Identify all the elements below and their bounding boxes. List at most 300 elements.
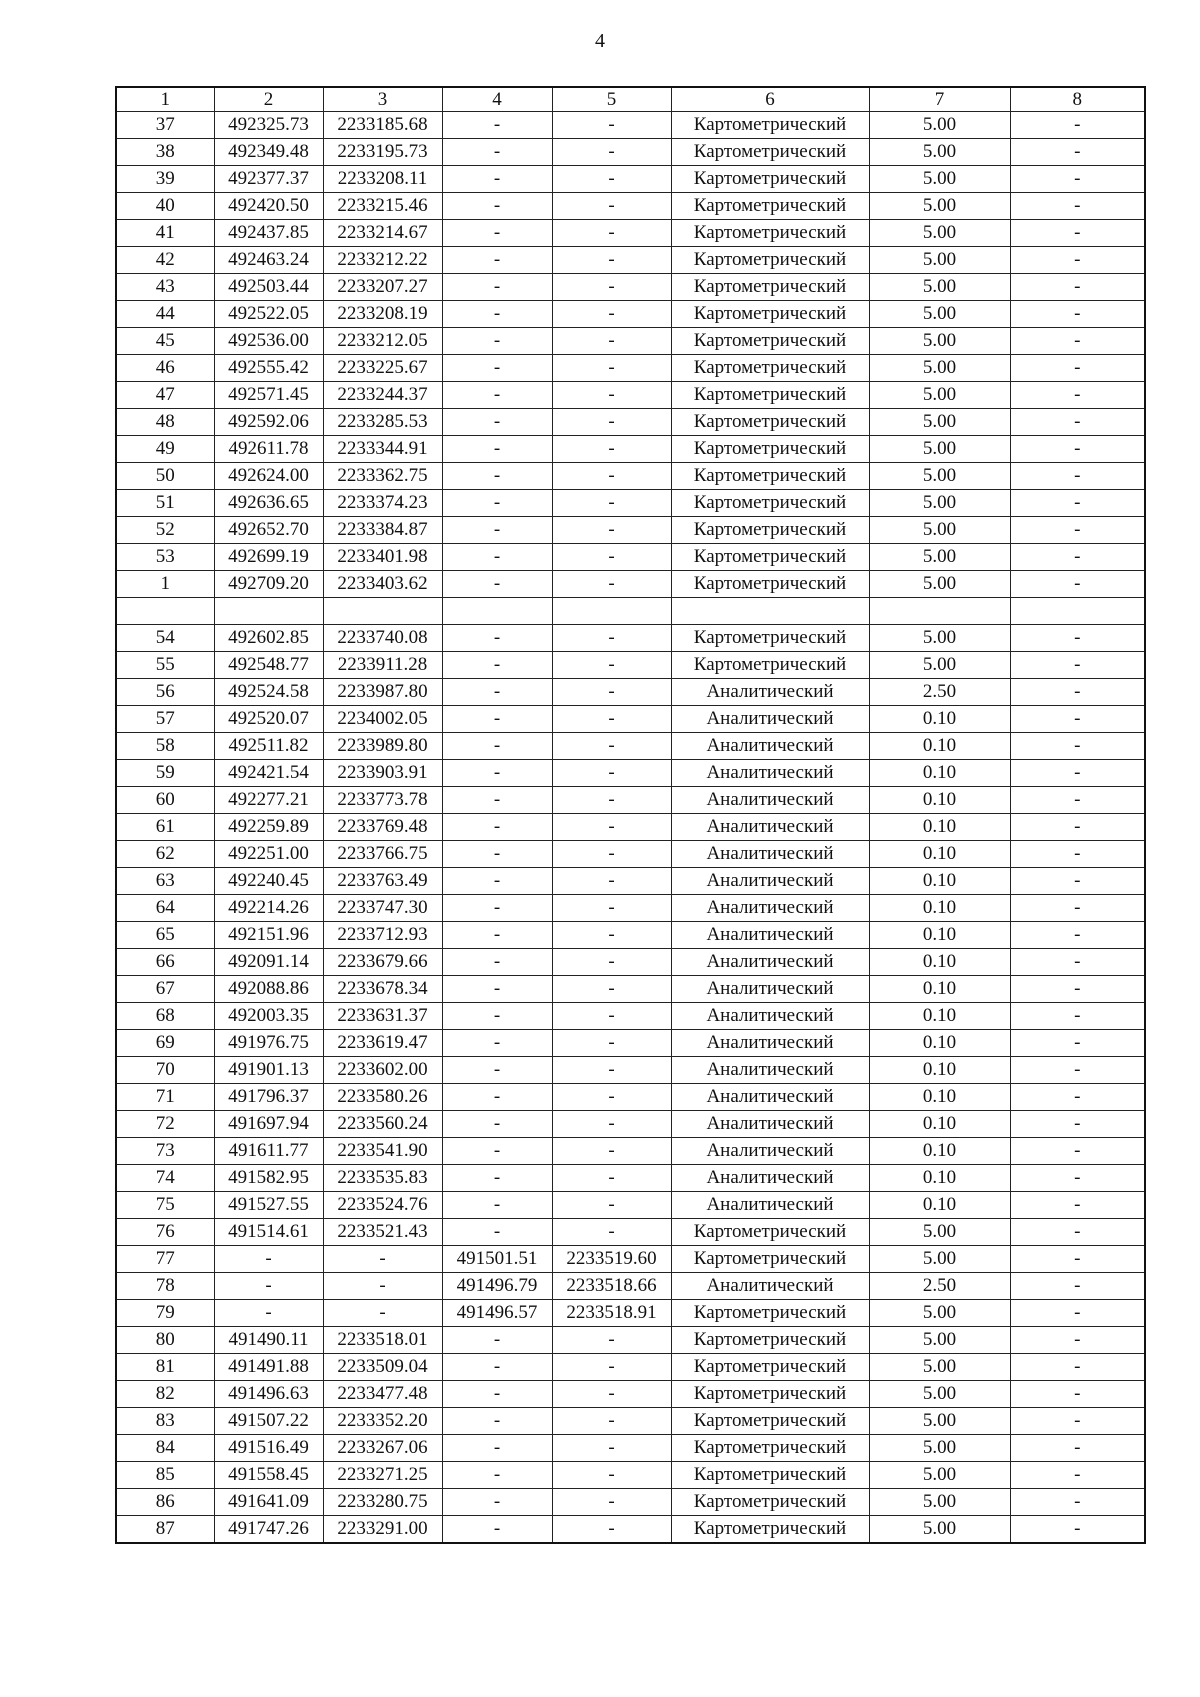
method-cell: Аналитический: [671, 1003, 869, 1030]
x-coord-alt-cell: -: [442, 517, 552, 544]
table-row: [116, 1003, 1145, 1030]
y-coord-alt-cell: 2233519.60: [552, 1246, 671, 1273]
description-cell: -: [1010, 1327, 1145, 1354]
x-coord-alt-cell: -: [442, 841, 552, 868]
y-coord-cell: 2233631.37: [323, 1003, 442, 1030]
description-cell: -: [1010, 193, 1145, 220]
y-coord-cell: 2234002.05: [323, 706, 442, 733]
y-coord-alt-cell: -: [552, 112, 671, 139]
x-coord-cell: 492251.00: [214, 841, 323, 868]
x-coord-alt-cell: -: [442, 787, 552, 814]
x-coord-alt-cell: -: [442, 625, 552, 652]
x-coord-cell: 492463.24: [214, 247, 323, 274]
table-row: [116, 976, 1145, 1003]
description-cell: -: [1010, 571, 1145, 598]
table-row: [116, 1057, 1145, 1084]
description-cell: -: [1010, 1354, 1145, 1381]
x-coord-cell: 492520.07: [214, 706, 323, 733]
y-coord-cell: 2233185.68: [323, 112, 442, 139]
y-coord-alt-cell: -: [552, 274, 671, 301]
x-coord-alt-cell: -: [442, 1030, 552, 1057]
description-cell: -: [1010, 733, 1145, 760]
table-row: [116, 409, 1145, 436]
y-coord-cell: 2233580.26: [323, 1084, 442, 1111]
description-cell: -: [1010, 1246, 1145, 1273]
method-cell: Картометрический: [671, 544, 869, 571]
description-cell: -: [1010, 1381, 1145, 1408]
description-cell: -: [1010, 220, 1145, 247]
table-row: [116, 1030, 1145, 1057]
x-coord-cell: 492088.86: [214, 976, 323, 1003]
y-coord-cell: 2233602.00: [323, 1057, 442, 1084]
y-coord-cell: 2233518.01: [323, 1327, 442, 1354]
x-coord-cell: 492624.00: [214, 463, 323, 490]
y-coord-cell: 2233521.43: [323, 1219, 442, 1246]
method-cell: Картометрический: [671, 463, 869, 490]
method-cell: Картометрический: [671, 274, 869, 301]
accuracy-cell: 5.00: [869, 1300, 1010, 1327]
y-coord-alt-cell: -: [552, 1138, 671, 1165]
y-coord-cell: 2233280.75: [323, 1489, 442, 1516]
point-number-cell: 43: [116, 274, 214, 301]
y-coord-alt-cell: -: [552, 1165, 671, 1192]
table-row: [116, 1111, 1145, 1138]
description-cell: -: [1010, 463, 1145, 490]
y-coord-cell: 2233477.48: [323, 1381, 442, 1408]
description-cell: -: [1010, 274, 1145, 301]
method-cell: Аналитический: [671, 976, 869, 1003]
y-coord-alt-cell: -: [552, 787, 671, 814]
accuracy-cell: 5.00: [869, 193, 1010, 220]
x-coord-alt-cell: 491501.51: [442, 1246, 552, 1273]
accuracy-cell: 5.00: [869, 112, 1010, 139]
method-cell: Аналитический: [671, 1057, 869, 1084]
accuracy-cell: 5.00: [869, 544, 1010, 571]
x-coord-cell: 492503.44: [214, 274, 323, 301]
description-cell: -: [1010, 787, 1145, 814]
description-cell: -: [1010, 841, 1145, 868]
y-coord-cell: 2233362.75: [323, 463, 442, 490]
description-cell: -: [1010, 1273, 1145, 1300]
point-number-cell: 53: [116, 544, 214, 571]
y-coord-cell: 2233374.23: [323, 490, 442, 517]
method-cell: Картометрический: [671, 1435, 869, 1462]
point-number-cell: 58: [116, 733, 214, 760]
method-cell: Картометрический: [671, 652, 869, 679]
point-number-cell: 52: [116, 517, 214, 544]
accuracy-cell: 2.50: [869, 1273, 1010, 1300]
accuracy-cell: 5.00: [869, 166, 1010, 193]
x-coord-alt-cell: -: [442, 679, 552, 706]
y-coord-cell: 2233560.24: [323, 1111, 442, 1138]
y-coord-alt-cell: -: [552, 706, 671, 733]
table-row: [116, 1408, 1145, 1435]
accuracy-cell: 0.10: [869, 1111, 1010, 1138]
table-row: [116, 436, 1145, 463]
y-coord-cell: 2233535.83: [323, 1165, 442, 1192]
y-coord-cell: 2233763.49: [323, 868, 442, 895]
point-number-cell: 69: [116, 1030, 214, 1057]
x-coord-cell: 491976.75: [214, 1030, 323, 1057]
y-coord-alt-cell: -: [552, 301, 671, 328]
description-cell: -: [1010, 1300, 1145, 1327]
description-cell: -: [1010, 1516, 1145, 1544]
column-header: 4: [442, 87, 552, 112]
table-row: [116, 220, 1145, 247]
column-header: 5: [552, 87, 671, 112]
table-row: [116, 787, 1145, 814]
point-number-cell: 84: [116, 1435, 214, 1462]
description-cell: -: [1010, 1192, 1145, 1219]
y-coord-cell: 2233271.25: [323, 1462, 442, 1489]
accuracy-cell: 5.00: [869, 139, 1010, 166]
y-coord-alt-cell: -: [552, 625, 671, 652]
method-cell: Картометрический: [671, 1327, 869, 1354]
x-coord-cell: 492555.42: [214, 355, 323, 382]
description-cell: [1010, 598, 1145, 625]
method-cell: Картометрический: [671, 1219, 869, 1246]
x-coord-alt-cell: [442, 598, 552, 625]
accuracy-cell: 0.10: [869, 1003, 1010, 1030]
description-cell: -: [1010, 1057, 1145, 1084]
y-coord-cell: 2233212.05: [323, 328, 442, 355]
method-cell: Картометрический: [671, 247, 869, 274]
y-coord-alt-cell: -: [552, 949, 671, 976]
y-coord-cell: 2233195.73: [323, 139, 442, 166]
x-coord-cell: 492602.85: [214, 625, 323, 652]
point-number-cell: 50: [116, 463, 214, 490]
accuracy-cell: 0.10: [869, 841, 1010, 868]
accuracy-cell: 0.10: [869, 1192, 1010, 1219]
x-coord-cell: [214, 598, 323, 625]
x-coord-cell: 492240.45: [214, 868, 323, 895]
y-coord-cell: 2233509.04: [323, 1354, 442, 1381]
x-coord-cell: 491516.49: [214, 1435, 323, 1462]
y-coord-cell: -: [323, 1273, 442, 1300]
y-coord-cell: 2233212.22: [323, 247, 442, 274]
accuracy-cell: 0.10: [869, 868, 1010, 895]
x-coord-alt-cell: -: [442, 112, 552, 139]
x-coord-cell: 491514.61: [214, 1219, 323, 1246]
x-coord-alt-cell: 491496.57: [442, 1300, 552, 1327]
x-coord-alt-cell: -: [442, 814, 552, 841]
x-coord-cell: 491558.45: [214, 1462, 323, 1489]
table-row: [116, 1165, 1145, 1192]
accuracy-cell: 0.10: [869, 976, 1010, 1003]
method-cell: Картометрический: [671, 436, 869, 463]
accuracy-cell: 0.10: [869, 706, 1010, 733]
column-header: 3: [323, 87, 442, 112]
y-coord-cell: 2233384.87: [323, 517, 442, 544]
x-coord-cell: -: [214, 1246, 323, 1273]
y-coord-alt-cell: -: [552, 895, 671, 922]
description-cell: -: [1010, 328, 1145, 355]
point-number-cell: [116, 598, 214, 625]
y-coord-cell: 2233541.90: [323, 1138, 442, 1165]
description-cell: -: [1010, 625, 1145, 652]
accuracy-cell: 5.00: [869, 301, 1010, 328]
column-header: 6: [671, 87, 869, 112]
y-coord-cell: 2233766.75: [323, 841, 442, 868]
y-coord-cell: 2233401.98: [323, 544, 442, 571]
description-cell: -: [1010, 706, 1145, 733]
x-coord-alt-cell: -: [442, 949, 552, 976]
point-number-cell: 37: [116, 112, 214, 139]
method-cell: Картометрический: [671, 328, 869, 355]
y-coord-alt-cell: [552, 598, 671, 625]
table-row: [116, 949, 1145, 976]
x-coord-alt-cell: 491496.79: [442, 1273, 552, 1300]
y-coord-cell: 2233769.48: [323, 814, 442, 841]
x-coord-cell: 492091.14: [214, 949, 323, 976]
x-coord-alt-cell: -: [442, 301, 552, 328]
method-cell: Картометрический: [671, 301, 869, 328]
table-row: [116, 517, 1145, 544]
x-coord-alt-cell: -: [442, 463, 552, 490]
method-cell: Картометрический: [671, 490, 869, 517]
point-number-cell: 74: [116, 1165, 214, 1192]
point-number-cell: 38: [116, 139, 214, 166]
accuracy-cell: 0.10: [869, 787, 1010, 814]
point-number-cell: 77: [116, 1246, 214, 1273]
point-number-cell: 41: [116, 220, 214, 247]
page-number: 4: [595, 30, 605, 52]
accuracy-cell: 5.00: [869, 652, 1010, 679]
table-row: [116, 1489, 1145, 1516]
x-coord-cell: 491582.95: [214, 1165, 323, 1192]
x-coord-alt-cell: -: [442, 247, 552, 274]
table-row: [116, 1381, 1145, 1408]
point-number-cell: 63: [116, 868, 214, 895]
description-cell: -: [1010, 382, 1145, 409]
y-coord-cell: 2233208.11: [323, 166, 442, 193]
y-coord-cell: 2233291.00: [323, 1516, 442, 1544]
method-cell: Аналитический: [671, 706, 869, 733]
y-coord-cell: 2233619.47: [323, 1030, 442, 1057]
description-cell: -: [1010, 1435, 1145, 1462]
description-cell: -: [1010, 517, 1145, 544]
x-coord-cell: 491507.22: [214, 1408, 323, 1435]
accuracy-cell: 0.10: [869, 814, 1010, 841]
method-cell: Аналитический: [671, 814, 869, 841]
y-coord-alt-cell: -: [552, 382, 671, 409]
description-cell: -: [1010, 1219, 1145, 1246]
y-coord-cell: 2233740.08: [323, 625, 442, 652]
description-cell: -: [1010, 1111, 1145, 1138]
method-cell: Аналитический: [671, 841, 869, 868]
method-cell: Картометрический: [671, 571, 869, 598]
x-coord-cell: 492325.73: [214, 112, 323, 139]
x-coord-alt-cell: -: [442, 571, 552, 598]
accuracy-cell: 5.00: [869, 625, 1010, 652]
method-cell: Аналитический: [671, 1273, 869, 1300]
y-coord-cell: 2233679.66: [323, 949, 442, 976]
accuracy-cell: 5.00: [869, 436, 1010, 463]
x-coord-alt-cell: -: [442, 355, 552, 382]
x-coord-alt-cell: -: [442, 1354, 552, 1381]
table-row: [116, 814, 1145, 841]
point-number-cell: 64: [116, 895, 214, 922]
x-coord-alt-cell: -: [442, 1111, 552, 1138]
y-coord-cell: 2233208.19: [323, 301, 442, 328]
accuracy-cell: 0.10: [869, 1165, 1010, 1192]
y-coord-cell: -: [323, 1300, 442, 1327]
point-number-cell: 56: [116, 679, 214, 706]
x-coord-alt-cell: -: [442, 895, 552, 922]
description-cell: -: [1010, 895, 1145, 922]
x-coord-cell: 492571.45: [214, 382, 323, 409]
table-row: [116, 1219, 1145, 1246]
method-cell: Аналитический: [671, 1030, 869, 1057]
table-row: [116, 1300, 1145, 1327]
y-coord-alt-cell: -: [552, 1219, 671, 1246]
description-cell: -: [1010, 247, 1145, 274]
y-coord-alt-cell: -: [552, 1030, 671, 1057]
table-row: [116, 301, 1145, 328]
description-cell: -: [1010, 139, 1145, 166]
x-coord-alt-cell: -: [442, 976, 552, 1003]
column-header: 7: [869, 87, 1010, 112]
method-cell: Аналитический: [671, 1192, 869, 1219]
description-cell: -: [1010, 949, 1145, 976]
x-coord-cell: 492151.96: [214, 922, 323, 949]
point-number-cell: 78: [116, 1273, 214, 1300]
y-coord-alt-cell: -: [552, 733, 671, 760]
point-number-cell: 75: [116, 1192, 214, 1219]
accuracy-cell: 5.00: [869, 571, 1010, 598]
accuracy-cell: 5.00: [869, 328, 1010, 355]
y-coord-alt-cell: -: [552, 544, 671, 571]
point-number-cell: 71: [116, 1084, 214, 1111]
table-row: [116, 544, 1145, 571]
method-cell: Картометрический: [671, 1246, 869, 1273]
point-number-cell: 1: [116, 571, 214, 598]
point-number-cell: 85: [116, 1462, 214, 1489]
description-cell: -: [1010, 1030, 1145, 1057]
table-row: [116, 868, 1145, 895]
point-number-cell: 39: [116, 166, 214, 193]
coordinates-table: [115, 86, 1146, 1544]
point-number-cell: 49: [116, 436, 214, 463]
point-number-cell: 59: [116, 760, 214, 787]
x-coord-cell: 491697.94: [214, 1111, 323, 1138]
x-coord-cell: 491641.09: [214, 1489, 323, 1516]
y-coord-alt-cell: -: [552, 571, 671, 598]
y-coord-alt-cell: -: [552, 976, 671, 1003]
method-cell: Аналитический: [671, 895, 869, 922]
table-row: [116, 733, 1145, 760]
table-row: [116, 1273, 1145, 1300]
description-cell: -: [1010, 1003, 1145, 1030]
method-cell: Картометрический: [671, 112, 869, 139]
table-row: [116, 922, 1145, 949]
y-coord-alt-cell: -: [552, 166, 671, 193]
accuracy-cell: 5.00: [869, 490, 1010, 517]
x-coord-alt-cell: -: [442, 1084, 552, 1111]
method-cell: Аналитический: [671, 760, 869, 787]
x-coord-cell: 492699.19: [214, 544, 323, 571]
x-coord-alt-cell: -: [442, 868, 552, 895]
point-number-cell: 51: [116, 490, 214, 517]
point-number-cell: 48: [116, 409, 214, 436]
x-coord-alt-cell: -: [442, 922, 552, 949]
table-row: [116, 355, 1145, 382]
y-coord-cell: 2233214.67: [323, 220, 442, 247]
table-row: [116, 706, 1145, 733]
x-coord-alt-cell: -: [442, 733, 552, 760]
table-row: [116, 1354, 1145, 1381]
description-cell: -: [1010, 679, 1145, 706]
point-number-cell: 76: [116, 1219, 214, 1246]
x-coord-cell: 492636.65: [214, 490, 323, 517]
table-row: [116, 1192, 1145, 1219]
table-row: [116, 328, 1145, 355]
table-row: [116, 1084, 1145, 1111]
accuracy-cell: 0.10: [869, 733, 1010, 760]
point-number-cell: 62: [116, 841, 214, 868]
method-cell: Аналитический: [671, 922, 869, 949]
method-cell: Картометрический: [671, 382, 869, 409]
x-coord-cell: 492536.00: [214, 328, 323, 355]
x-coord-cell: 492003.35: [214, 1003, 323, 1030]
accuracy-cell: 0.10: [869, 949, 1010, 976]
y-coord-alt-cell: -: [552, 247, 671, 274]
point-number-cell: 83: [116, 1408, 214, 1435]
y-coord-alt-cell: -: [552, 868, 671, 895]
x-coord-cell: 491496.63: [214, 1381, 323, 1408]
description-cell: -: [1010, 1084, 1145, 1111]
table-row: [116, 1462, 1145, 1489]
table-row: [116, 652, 1145, 679]
x-coord-cell: 492709.20: [214, 571, 323, 598]
accuracy-cell: 5.00: [869, 1408, 1010, 1435]
method-cell: Картометрический: [671, 355, 869, 382]
description-cell: -: [1010, 1489, 1145, 1516]
x-coord-cell: 492349.48: [214, 139, 323, 166]
method-cell: Картометрический: [671, 1489, 869, 1516]
point-number-cell: 65: [116, 922, 214, 949]
x-coord-alt-cell: -: [442, 382, 552, 409]
x-coord-cell: 492652.70: [214, 517, 323, 544]
x-coord-cell: 492524.58: [214, 679, 323, 706]
accuracy-cell: 5.00: [869, 1381, 1010, 1408]
x-coord-alt-cell: -: [442, 328, 552, 355]
table-body: [116, 112, 1145, 1544]
table-row: [116, 463, 1145, 490]
x-coord-cell: 491490.11: [214, 1327, 323, 1354]
method-cell: Картометрический: [671, 1408, 869, 1435]
x-coord-alt-cell: -: [442, 1462, 552, 1489]
accuracy-cell: 5.00: [869, 1354, 1010, 1381]
accuracy-cell: 5.00: [869, 355, 1010, 382]
x-coord-alt-cell: -: [442, 1057, 552, 1084]
x-coord-alt-cell: -: [442, 1516, 552, 1544]
description-cell: -: [1010, 814, 1145, 841]
y-coord-alt-cell: -: [552, 922, 671, 949]
accuracy-cell: 5.00: [869, 1435, 1010, 1462]
x-coord-cell: 491747.26: [214, 1516, 323, 1544]
point-number-cell: 66: [116, 949, 214, 976]
accuracy-cell: 5.00: [869, 1462, 1010, 1489]
point-number-cell: 47: [116, 382, 214, 409]
y-coord-alt-cell: -: [552, 1462, 671, 1489]
y-coord-alt-cell: -: [552, 1003, 671, 1030]
method-cell: Картометрический: [671, 139, 869, 166]
y-coord-alt-cell: -: [552, 139, 671, 166]
accuracy-cell: 0.10: [869, 1030, 1010, 1057]
method-cell: Аналитический: [671, 733, 869, 760]
table-row: [116, 490, 1145, 517]
